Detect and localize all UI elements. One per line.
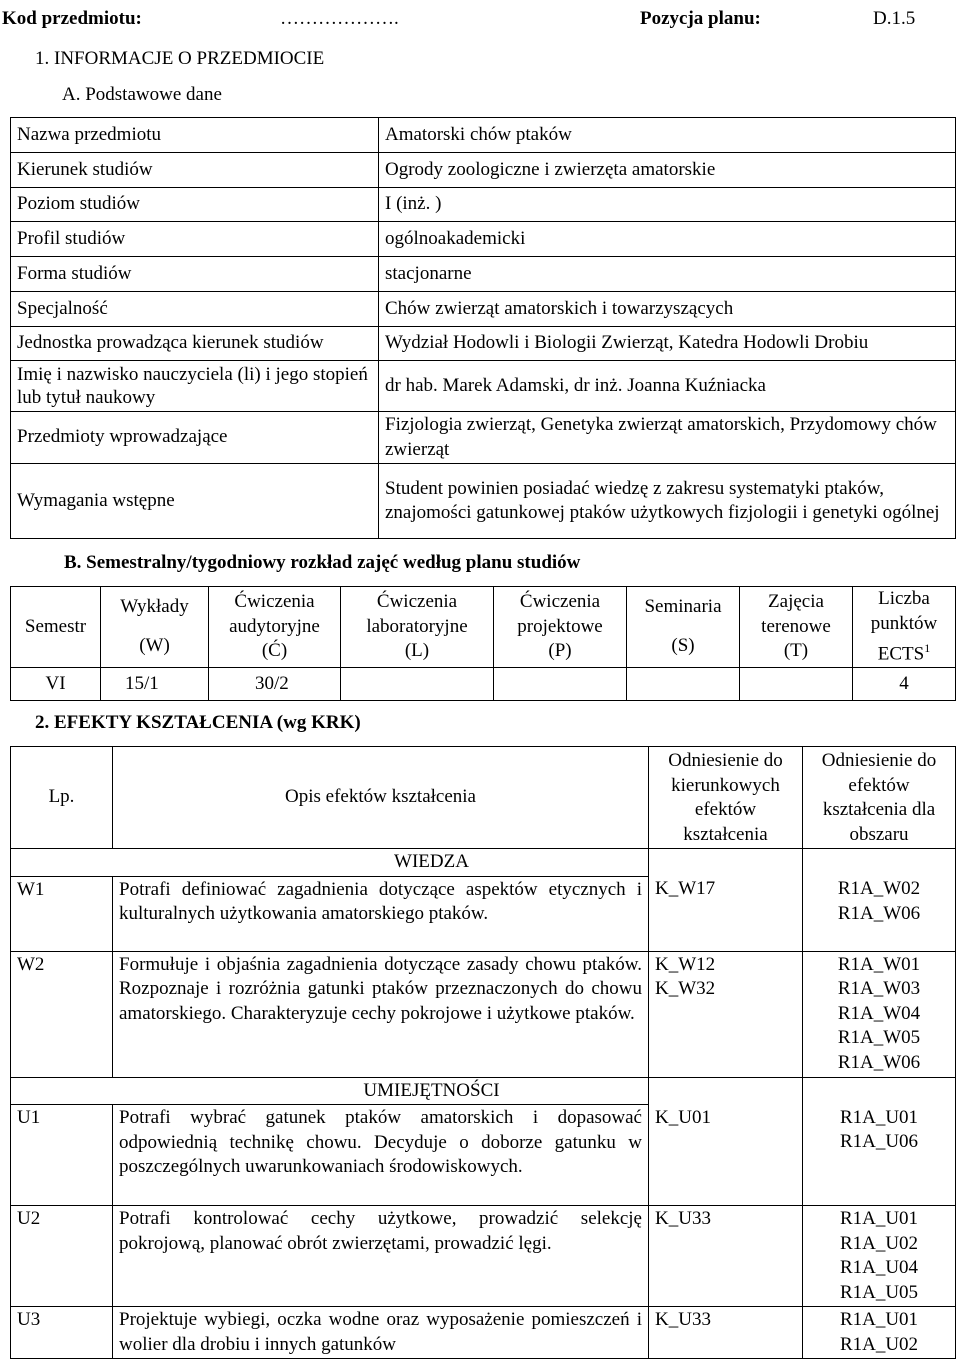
table-row <box>11 153 956 188</box>
effect-row <box>11 1105 956 1206</box>
effect-row <box>11 876 956 951</box>
code: R1A_W03 <box>837 978 921 999</box>
header-abbr: (T) <box>783 640 809 662</box>
effects-table <box>10 746 956 1359</box>
header-abbr: (S) <box>671 634 695 656</box>
code: R1A_U02 <box>839 1333 919 1355</box>
group-row-umiejetnosci <box>11 1077 956 1105</box>
schedule-cell-terenowe <box>740 667 853 700</box>
header-text: Seminaria <box>644 596 722 618</box>
basic-data-table <box>10 117 956 539</box>
header-obszar: Odniesienie do efektów kształcenia dla obszaru <box>803 747 956 849</box>
field-value: stacjonarne <box>379 257 956 292</box>
field-label: Profil studiów <box>11 222 379 257</box>
group-title: WIEDZA <box>11 849 649 877</box>
field-label: Poziom studiów <box>11 188 379 222</box>
code: R1A_W02 <box>837 878 921 899</box>
field-label: Nazwa przedmiotu <box>11 118 379 153</box>
header-text: Wykłady <box>120 596 189 618</box>
effect-obszar <box>803 951 956 1077</box>
table-row <box>11 412 956 464</box>
header-text: Semestr <box>24 615 87 637</box>
field-label: Przedmioty wprowadzające <box>11 412 379 464</box>
field-value: dr hab. Marek Adamski, dr inż. Joanna Kuźniacka <box>379 361 956 412</box>
effect-kierunkowe <box>649 1206 803 1307</box>
table-row <box>11 361 956 412</box>
schedule-cell-projektowe <box>494 667 627 700</box>
code: R1A_W06 <box>837 902 921 924</box>
header-text: laboratoryjne <box>366 615 468 637</box>
field-value: Wydział Hodowli i Biologii Zwierząt, Katedra Hodowli Drobiu <box>379 327 956 361</box>
effect-kierunkowe <box>649 1307 803 1359</box>
header-text: Ćwiczenia <box>376 591 458 613</box>
section-2-heading: 2. EFEKTY KSZTAŁCENIA (wg KRK) <box>35 712 361 733</box>
code: R1A_U06 <box>839 1131 919 1152</box>
section-b-heading: B. Semestralny/tygodniowy rozkład zajęć według planu studiów <box>64 552 581 573</box>
schedule-header-semestr <box>11 587 101 668</box>
header-text: punktów <box>870 612 938 634</box>
header-text: terenowe <box>761 615 831 637</box>
table-row <box>11 464 956 539</box>
code: K_U33 <box>655 1208 711 1229</box>
code: K_U01 <box>655 1106 711 1128</box>
table-row <box>11 222 956 257</box>
effect-kierunkowe <box>649 876 803 951</box>
field-label: Kierunek studiów <box>11 153 379 188</box>
schedule-cell-audytoryjne: 30/2 <box>209 667 341 700</box>
code: R1A_U01 <box>839 1309 919 1330</box>
code: R1A_W05 <box>837 1027 921 1048</box>
effect-description: Formułuje i objaśnia zagadnienia dotyczące zasady chowu ptaków. Rozpoznaje i rozróżnia gatunki ptaków przeznaczonych do chowu amatorskiego. Charakteryzuje cechy pokrojowe i użytkowe ptaków. <box>113 951 649 1077</box>
field-value: ogólnoakademicki <box>379 222 956 257</box>
schedule-cell-ects: 4 <box>853 667 956 700</box>
effect-kierunkowe <box>649 951 803 1077</box>
group-row-wiedza <box>11 849 956 877</box>
group-spacer <box>803 1077 956 1105</box>
field-label: Forma studiów <box>11 257 379 292</box>
schedule-data-row <box>11 667 956 700</box>
schedule-cell-seminaria <box>627 667 740 700</box>
schedule-header-projektowe <box>494 587 627 668</box>
field-value: I (inż. ) <box>379 188 956 222</box>
code: R1A_W04 <box>837 1002 921 1024</box>
effect-obszar <box>803 876 956 951</box>
field-label: Jednostka prowadząca kierunek studiów <box>11 327 379 361</box>
table-row <box>11 292 956 327</box>
code: K_U33 <box>655 1309 711 1330</box>
schedule-table <box>10 586 956 701</box>
effect-description: Potrafi kontrolować cechy użytkowe, prowadzić selekcję pokrojową, planować obrót zwierzętami, prowadzić lęgi. <box>113 1206 649 1307</box>
code: R1A_W01 <box>837 953 921 975</box>
ects-text: ECTS <box>877 643 925 665</box>
effect-row <box>11 1307 956 1359</box>
schedule-header-ects <box>853 587 956 668</box>
header-abbr: (Ć) <box>261 640 288 662</box>
code: R1A_U01 <box>839 1106 919 1128</box>
field-value: Amatorski chów ptaków <box>379 118 956 153</box>
group-spacer <box>803 849 956 877</box>
effect-row <box>11 951 956 1077</box>
effect-row <box>11 1206 956 1307</box>
header-text: audytoryjne <box>229 615 320 637</box>
code: R1A_U02 <box>839 1232 919 1254</box>
header-abbr <box>855 636 953 667</box>
schedule-cell-semestr: VI <box>11 667 101 700</box>
footnote-marker: 1 <box>924 641 931 655</box>
course-code-label: Kod przedmiotu: <box>2 8 142 29</box>
code: R1A_U01 <box>839 1208 919 1229</box>
effect-lp: U2 <box>11 1206 113 1307</box>
table-row <box>11 257 956 292</box>
schedule-header-terenowe <box>740 587 853 668</box>
schedule-cell-wyklady: 15/1 <box>101 667 209 700</box>
effects-header-row <box>11 747 956 849</box>
group-title: UMIEJĘTNOŚCI <box>11 1077 649 1105</box>
section-a-heading: A. Podstawowe dane <box>62 84 222 105</box>
effect-lp: W1 <box>11 876 113 951</box>
header-lp: Lp. <box>11 747 113 849</box>
header-opis: Opis efektów kształcenia <box>113 747 649 849</box>
code: R1A_U04 <box>839 1257 919 1278</box>
schedule-header-seminaria <box>627 587 740 668</box>
field-value: Fizjologia zwierząt, Genetyka zwierząt amatorskich, Przydomowy chów zwierząt <box>379 412 956 464</box>
header-text: projektowe <box>517 615 603 637</box>
field-value: Student powinien posiadać wiedzę z zakresu systematyki ptaków, znajomości gatunkowej ptaków użytkowych fizjologii i genetyki ogólnej <box>379 464 956 539</box>
effect-lp: U1 <box>11 1105 113 1206</box>
schedule-header-laboratoryjne <box>341 587 494 668</box>
header-text: Ćwiczenia <box>519 591 601 613</box>
effect-lp: U3 <box>11 1307 113 1359</box>
course-code-value: ………………. <box>280 8 399 29</box>
schedule-header-audytoryjne <box>209 587 341 668</box>
effect-obszar <box>803 1105 956 1206</box>
table-row <box>11 327 956 361</box>
schedule-header-wyklady <box>101 587 209 668</box>
table-row <box>11 188 956 222</box>
plan-position-label: Pozycja planu: <box>640 8 761 29</box>
header-abbr: (W) <box>139 634 170 656</box>
table-row <box>11 118 956 153</box>
schedule-cell-laboratoryjne <box>341 667 494 700</box>
effect-lp: W2 <box>11 951 113 1077</box>
field-value: Ogrody zoologiczne i zwierzęta amatorskie <box>379 153 956 188</box>
section-1-heading: 1. INFORMACJE O PRZEDMIOCIE <box>35 48 325 69</box>
effect-obszar <box>803 1206 956 1307</box>
effect-description: Potrafi wybrać gatunek ptaków amatorskich i dopasować odpowiednią technikę chowu. Decyduje o doborze gatunku w poszczególnych uwarunkowaniach środowiskowych. <box>113 1105 649 1206</box>
field-label: Specjalność <box>11 292 379 327</box>
field-label: Wymagania wstępne <box>11 464 379 539</box>
group-spacer <box>649 849 803 877</box>
group-spacer <box>649 1077 803 1105</box>
code: K_W12 <box>655 953 716 975</box>
code: R1A_U05 <box>839 1281 919 1303</box>
field-label: Imię i nazwisko nauczyciela (li) i jego stopień lub tytuł naukowy <box>11 361 379 412</box>
code: R1A_W06 <box>837 1051 921 1073</box>
header-kierunkowe: Odniesienie do kierunkowych efektów kształcenia <box>649 747 803 849</box>
field-value: Chów zwierząt amatorskich i towarzyszących <box>379 292 956 327</box>
schedule-header-row <box>11 587 956 668</box>
code: K_W17 <box>655 878 716 899</box>
effect-description: Potrafi definiować zagadnienia dotyczące aspektów etycznych i kulturalnych użytkowania amatorskiego ptaków. <box>113 876 649 951</box>
plan-position-value: D.1.5 <box>873 8 916 29</box>
effect-description: Projektuje wybiegi, oczka wodne oraz wyposażenie pomieszczeń i wolier dla drobiu i innych gatunków <box>113 1307 649 1359</box>
effect-kierunkowe <box>649 1105 803 1206</box>
header-text: Zajęcia <box>768 591 824 613</box>
header-text: Ćwiczenia <box>234 591 315 613</box>
code: K_W32 <box>655 978 716 999</box>
effect-obszar <box>803 1307 956 1359</box>
header-abbr: (L) <box>404 640 430 662</box>
header-text: Liczba <box>878 588 930 609</box>
header-abbr: (P) <box>548 640 572 662</box>
